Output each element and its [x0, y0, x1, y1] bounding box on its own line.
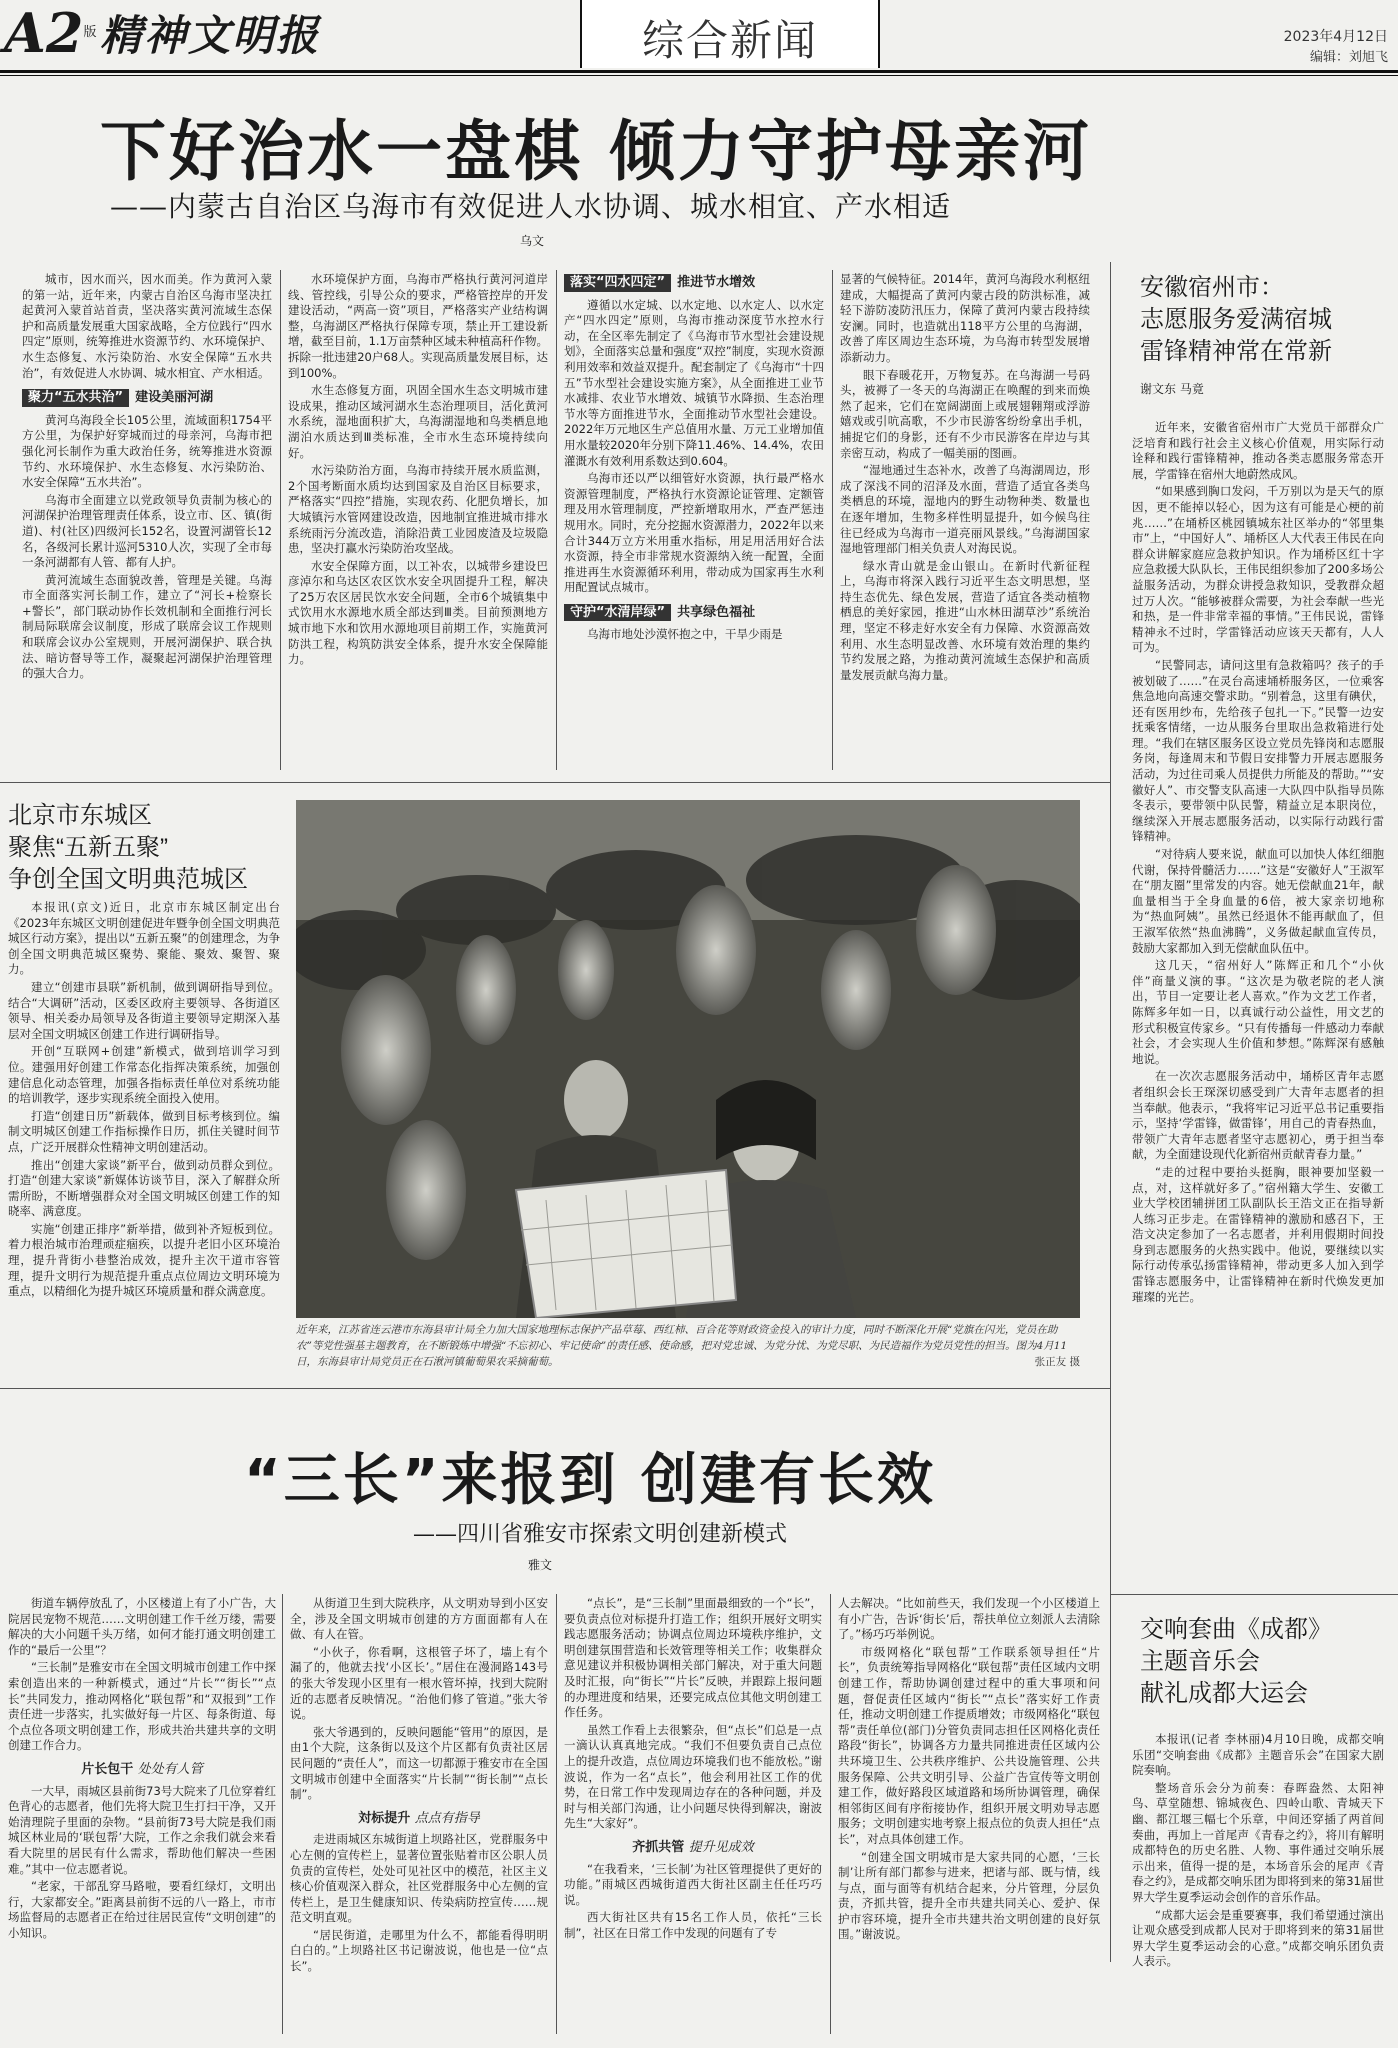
paragraph: “对待病人要来说，献血可以加快人体红细胞代谢，保持骨髓活力……”这是“安徽好人”王淑军在“朋友圈”里常发的内容。她无偿献血21年，献血量相当于全身血量的6倍，被大家亲切地称为“热血阿姨”。虽然已经退休不能再献血了，但王淑军依然“热血沸腾”，义务做起献血宣传员，鼓励大家都加入到无偿献血队伍中。 — [1132, 847, 1384, 955]
paragraph: 乌海市还以严以细管好水资源，执行最严格水资源管理制度，严格执行水资源论证管理、定额管理及用水管理制度，严控新增取用水，严查严惩违规用水。同时，充分挖掘水资源潜力，2022年以来合计344万立方米用重水指标，用足用活用好合法水资源，持全市非常规水资源纳入统一配置，全面推进再生水资源循环利用，带动成为国家再生水利用配置试点城市。 — [564, 471, 824, 595]
column-divider — [556, 270, 557, 770]
section-title: 综合新闻 — [641, 16, 818, 65]
paragraph: 西大街社区共有15名工作人员，依托“三长制”，社区在日常工作中发现的问题有了专 — [564, 1910, 822, 1940]
lead-column-2 — [288, 272, 548, 772]
grape-harvest-photo — [296, 800, 1080, 1318]
anhui-headline: 安徽宿州市： 志愿服务爱满宿城 雷锋精神常在常新 — [1140, 274, 1332, 365]
section-divider — [0, 782, 1110, 783]
paragraph: 绿水青山就是金山银山。在新时代新征程上，乌海市将深入践行习近平生态文明思想，坚持生态优先、绿色发展，营造了适宜各类动植物栖息的美好家园，推进“山水林田湖草沙”系统治理，坚定不移走好水安全有力保障、水资源高效利用、水生态明显改善、水环境有效治理的集约节约发展之路，为推动黄河流域生态保护和高质量发展贡献乌海力量。 — [840, 558, 1090, 682]
lead-column-1 — [22, 272, 272, 772]
masthead: 精神文明报 — [100, 11, 321, 60]
section-heading: 守护“水清岸绿” 共享绿色福祉 — [564, 602, 824, 624]
beijing-headline: 北京市东城区 聚焦“五新五聚” 争创全国文明典范城区 — [8, 802, 248, 893]
yaan-column-4 — [838, 1596, 1100, 2036]
anhui-body — [1132, 420, 1384, 1470]
column-divider — [280, 270, 281, 770]
yaan-column-1 — [8, 1596, 276, 2036]
paragraph: 乌海市地处沙漠怀抱之中，干旱少雨是 — [587, 627, 783, 642]
section-heading: 聚力“五水共治” 建设美丽河湖 — [22, 387, 272, 409]
paragraph: 人去解决。“比如前些天，我们发现一个小区楼道上有小广告，告诉‘街长’后，帮扶单位立刻派人去清除了。”杨巧巧举例说。 — [838, 1596, 1100, 1642]
paragraph: 眼下春暖花开，万物复苏。在乌海湖一号码头，被褥了一冬天的乌海湖正在唤醒的到来而焕然了起来，它们在宽阔湖面上或展翅翱翔或浮游嬉戏或引吭高歌，不少市民游客纷纷拿出手机，捕捉它们的身影，还有不少市民游客在岸边与其亲密互动，构成了一幅美丽的图画。 — [840, 367, 1090, 460]
paragraph: “老家，干部乱穿马路啦，要看红绿灯，文明出行，大家都安全。”距离县前街不远的八一路上，市市场监督局的志愿者正在给过往居民宣传“文明创建”的小知识。 — [8, 1879, 276, 1940]
yaan-headline: “三长”来报到 创建有长效 — [243, 1448, 937, 1513]
yaan-subtitle: ——四川省雅安市探索文明创建新模式 — [412, 1522, 787, 1547]
paragraph: 近年来，安徽省宿州市广大党员干部群众广泛培育和践行社会主义核心价值观，用实际行动诠释和践行雷锋精神，推动各类志愿服务常态开展，学雷锋在宿州大地蔚然成风。 — [1132, 420, 1384, 481]
paragraph: 建立“创建市县联”新机制，做到调研指导到位。结合“大调研”活动，区委区政府主要领导、各街道区领导、相关委办局领导及各街道主要领导定期深入基层对全国文明城区创建工作进行调研指导。 — [8, 979, 280, 1041]
paragraph: “点长”，是“三长制”里面最细致的一个“长”，要负责点位对标提升打造工作；组织开展好文明实践志愿服务活动；协调点位周边环境秩序维护，文明创建氛围营造和长效管理等相关工作；收集群众意见建议并积极协调相关部门解决，对于重大问题及时汇报，向“街长”“片长”反映，并跟踪上报问题的办理进度和结果，还要完成点位其他文明创建工作任务。 — [564, 1596, 822, 1720]
chengdu-headline: 交响套曲《成都》 主题音乐会 献礼成都大运会 — [1140, 1616, 1332, 1707]
paragraph: 开创“互联网+创建”新模式，做到培训学习到位。建强用好创建工作常态化指挥决策系统，加强创建信息化动态管理，加强各指标责任单位对系统功能的培训教学，逐步实现系统全面投入使用。 — [8, 1044, 280, 1106]
paragraph: 遵循以水定城、以水定地、以水定人、以水定产“四水四定”原则，乌海市推动深度节水控水行动，在全区率先制定了《乌海市节水型社会建设规划》，全面落实总量和强度“双控”制度，实现水资源利用效率和效益双提升。配套制定了《乌海市“十四五”节水型社会建设实施方案》，从全面推进工业节水减排、农业节水增效、城镇节水降损、生态治理节水等方面推进节水，全面推动节水型社会建设。2022年万元地区生产总值用水量、万元工业增加值用水量较2020年分别下降11.46%、14.4%，农田灌溉水有效利用系数达到0.604。 — [564, 297, 824, 468]
lead-column-4 — [840, 272, 1090, 772]
yaan-column-2 — [290, 1596, 548, 2036]
paragraph: “在我看来，‘三长制’为社区管理提供了更好的功能。”雨城区西城街道西大街社区副主任任巧巧说。 — [564, 1861, 822, 1907]
anhui-byline: 谢文东 马竟 — [1140, 382, 1204, 396]
paragraph: 水污染防治方面，乌海市持续开展水质监测，2个国考断面水质均达到国家及自治区目标要求，严格落实“四控”措施，实现农药、化肥负增长，加大城镇污水管网建设改造，因地制宜推进城市排水系统雨污分流改造，消除沿黄工业园废渣及垃圾隐患，坚决打赢水污染防治攻坚战。 — [288, 463, 548, 556]
paragraph: 黄河流域生态面貌改善，管理是关键。乌海市全面落实河长制工作，建立了“河长+检察长+警长”，部门联动协作长效机制和全面推行河长制局际联席会议制度，形成了联席会议工作规则和联席会议办公室规则，开展河湖保护、联合执法、暗访督导等工作，凝聚起河湖保护治理管理的强大合力。 — [22, 572, 272, 681]
lead-subtitle: ——内蒙古自治区乌海市有效促进人水协调、城水相宜、产水相适 — [110, 190, 952, 223]
paragraph: 整场音乐会分为前奏：春晖盎然、太阳神鸟、草堂随想、锦城夜色、四岭山歌、青城天下幽、都江堰三幅七个乐章，中间还穿插了两首间奏曲，再加上一首尾声《青春之约》，将川有解明成都特色的历史名胜、人物、事件通过交响乐展示出来，值得一提的是，本场音乐会的尾声《青春之约》，是成都交响乐团为即将到来的第31届世界大学生夏季运动会创作的音乐作品。 — [1132, 1780, 1384, 1904]
paragraph: “创建全国文明城市是大家共同的心愿，‘三长制’让所有部门都参与进来，把诸与部、既与情，线与点，面与面等有机结合起来，分片管理，分层负责，齐抓共管，提升全市共建共同关心、爱护、保护市容环境，提升全市共建共治文明创建的良好氛围。”谢波说。 — [838, 1849, 1100, 1942]
paragraph: 街道车辆停放乱了，小区楼道上有了小广告，大院居民宠物不规范……文明创建工作千丝万缕，需要解决的大小问题千头万绪，如何才能打通文明创建工作的“最后一公里”？ — [8, 1596, 276, 1657]
paragraph: 乌海市全面建立以党政领导负责制为核心的河湖保护治理管理责任体系，设立市、区、镇(街道)、村(社区)四级河长152名，设置河湖管长12名，各级河长累计巡河5310人次，实现了全市每一条河湖都有人管、都有人护。 — [22, 492, 272, 570]
section-heading: 対标提升 点点有指导 — [358, 1810, 480, 1826]
paragraph: “居民街道，走哪里为什么不，都能看得明明白白的。”上坝路社区书记谢波说，他也是一位“点长”。 — [290, 1927, 548, 1974]
section-heading: 齐抓共管 提升见成效 — [632, 1839, 754, 1855]
paragraph: 这几天，“宿州好人”陈辉正和几个“小伙伴”商量义演的事。“这次是为敬老院的老人演出，节目一定要让老人喜欢。”作为文艺工作者，陈辉多年如一日，以真诚行动公益性，用文艺的形式积极宣传家乡。“只有传播每一件感动力奉献社会，才会实现人生价值和梦想。”陈辉深有感触地说。 — [1132, 958, 1384, 1066]
paragraph: 黄河乌海段全长105公里，流域面积1754平方公里，为保护好穿城而过的母亲河，乌海市把强化河长制作为重大政治任务，统筹推进水资源节约、水环境保护、水生态修复、水污染防治、水安全保障“五水共治”。 — [22, 412, 272, 490]
yaan-byline: 雅文 — [528, 1558, 553, 1572]
lead-column-3 — [564, 272, 824, 772]
paragraph: 水环境保护方面，乌海市严格执行黄河河道岸线、管控线，引导公众的要求，严格管控岸的开发建设活动，“两高一资”项目，严格落实产业结构调整，乌海湖区严格执行保障专项，禁止开工建设新增，截至目前，1.1万亩禁种区域未种植高秆作物。拆除一批违建20户68人。实现高质量发展目标，达到100%。 — [288, 272, 548, 380]
paragraph: 从街道卫生到大院秩序，从文明劝导到小区安全，涉及全国文明城市创建的方方面面都有人在做、有人在管。 — [290, 1596, 548, 1642]
paragraph: 在一次次志愿服务活动中，埇桥区青年志愿者组织会长王琛深切感受到广大青年志愿者的担当奉献。他表示，“我将牢记习近平总书记重要指示，坚持‘学雷锋，做雷锋’，用自己的青春热血，带领广大青年志愿者坚守志愿初心，勇于担当奉献，为全面建设现代化新宿州贡献青春力量。” — [1132, 1069, 1384, 1162]
lead-byline: 乌文 — [520, 234, 545, 248]
section-divider — [0, 1388, 1110, 1389]
editor-credit: 编辑：刘旭飞 — [1309, 50, 1388, 65]
column-divider — [556, 1594, 557, 2034]
page-number: A2版 — [4, 1, 97, 65]
paragraph: 市级网格化“联包帮”工作联系领导担任“片长”，负责统筹指导网格化“联包帮”责任区域内文明创建工作，帮助协调创建过程中的重大事项和问题，督促责任区域内“街长”“点长”落实好工作责任，推动文明创建工作提质增效；市级网格化“联包帮”责任单位(部门)分管负责同志担任区网格化责任路段“街长”，协调各方力量共同推进责任区域内公共环境卫生、公共秩序维护、公共设施管理、公共服务保障、公共文明引导、公益广告宣传等文明创建工作，做好路段区域道路和场所协调管理，确保相邻街区间有序衔接协作，组织开展文明劝导志愿服务；文明创建实地考察上报点位的负责人担任“点长”，对点具体创建工作。 — [838, 1644, 1100, 1846]
news-photo — [296, 800, 1080, 1318]
paragraph: “如果感到胸口发闷，千万别以为是天气的原因，更不能掉以轻心，因为这有可能是心梗的前兆……”在埇桥区桃园镇城东社区举办的“邻里集市”上，“中国好人”、埇桥区人大代表王伟民在向群众讲解家庭应急救护知识。作为埇桥区红十字应急救援大队队长，王伟民组织参加了200多场公益服务活动，为群众讲授急救知识，受教群众超过万人次。“能够被群众需要，为社会奉献一些光和热，是一件非常幸福的事情。”王伟民说，雷锋精神永不过时，学雷锋活动应该天天都有，人人可为。 — [1132, 484, 1384, 655]
photo-credit: 张正友 摄 — [1034, 1356, 1080, 1368]
paragraph: 走进雨城区东城街道上坝路社区，党群服务中心左侧的宣传栏上，显著位置张贴着市区公职人员负责的宣传栏，处处可见社区中的模范，社区主义核心价值观深入群众，社区党群服务中心左侧的宣传栏上，是卫生健康知识、传染病防控宣传……规范文明直观。 — [290, 1832, 548, 1925]
column-divider — [830, 1594, 831, 2034]
paragraph: 城市，因水而兴，因水而美。作为黄河入蒙的第一站，近年来，内蒙古自治区乌海市坚决扛起黄河入蒙首站首责，坚决落实黄河流域生态保护和高质量发展重大国家战略，全方位践行“四水四定”原则，统筹推进水资源节约、水环境保护、水生态修复、水污染防治、水安全保障“五水共治”，有效促进人水协调、城水相宜、产水相适。 — [22, 272, 272, 380]
section-divider — [1110, 1594, 1398, 1595]
paragraph: 实施“创建正排序”新举措，做到补齐短板到位。着力根治城市治理顽症痼疾，以提升老旧小区环境治理，提升背街小巷整治成效，提升主次干道市容管理，提升文明行为规范提升重点点位周边文明环境为重点，以精细化为提升城区环境质量和群众满意度。 — [8, 1221, 280, 1299]
paragraph: “民警同志，请问这里有急救箱吗？孩子的手被划破了……”在灵台高速埇桥服务区，一位乘客焦急地向高速交警求助。“别着急，这里有碘伏，还有医用纱布，先给孩子包扎一下。”民警一边安抚乘客情绪，一边从服务台里取出急救箱进行处理。“我们在辖区服务区设立党员先锋岗和志愿服务岗，每逢周末和节假日安排警力开展志愿服务活动，为过往司乘人员提供力所能及的帮助。”“安徽好人”、市交警支队高速一大队四中队指导员陈冬表示，要带领中队民警，精益立足本职岗位，继续深入开展志愿服务活动，以实际行动践行雷锋精神。 — [1132, 657, 1384, 844]
lead-headline: 下好治水一盘棋 倾力守护母亲河 — [100, 113, 1092, 190]
paragraph: 显著的气候特征。2014年，黄河乌海段水利枢纽建成，大幅提高了黄河内蒙古段的防洪标准，减轻下游防凌防汛压力，保障了黄河内蒙古段持续安澜。同时，也造就出118平方公里的乌海湖，改善了库区周边生态环境，为乌海市转型发展增添新动力。 — [840, 272, 1090, 364]
paragraph: “走的过程中要抬头挺胸，眼神要加坚毅一点，对，这样就好多了。”宿州籍大学生、安徽工业大学校团辅拼团工队副队长王浩文正在指导新人练习正步走。在雷锋精神的激励和感召下，王浩文决定参加了一名志愿者，并利用假期时间投身到志愿服务的火热实践中。他说，要继续以实际行动传承弘扬雷锋精神，带动更多人加入到学雷锋志愿服务中，让雷锋精神在新时代焕发更加璀璨的光芒。 — [1132, 1164, 1384, 1304]
paragraph: 本报讯(记者 李林丽)4月10日晚，成都交响乐团“交响套曲《成都》主题音乐会”在国家大剧院奏响。 — [1132, 1732, 1384, 1778]
header-rule — [0, 70, 1398, 73]
paragraph: 打造“创建日历”新载体，做到目标考核到位。编制文明城区创建工作指标操作日历，抓住关键时间节点，广泛开展群众性精神文明创建活动。 — [8, 1108, 280, 1154]
right-column-rule — [1110, 262, 1111, 1962]
paragraph: “湿地通过生态补水，改善了乌海湖周边，形成了深浅不同的沼泽及水面，营造了适宜各类鸟类栖息的环境，湿地内的野生动物种类、数量也在逐年增加，生物多样性明显提升，如今候鸟往往已经成为乌海市一道亮丽风景线。”乌海湖国家湿地管理部门相关负责人对海民说。 — [840, 463, 1090, 556]
paragraph: “三长制”是雅安市在全国文明城市创建工作中探索创造出来的一种新模式，通过“片长”“街长”“点长”共同发力，推动网格化“联包帮”和“双报到”工作责任进一步落实，扎实做好每一片区、每条街道、每个点位各项文明创建工作，形成共治共建共享的文明创建工作合力。 — [8, 1660, 276, 1753]
section-heading: 落实“四水四定” 推进节水增效 — [564, 272, 824, 294]
paragraph: 本报讯(京文)近日，北京市东城区制定出台《2023年东城区文明创建促进年暨争创全国文明典范城区行动方案》，提出以“五新五聚”的创建理念，为争创全国文明典范城区聚势、聚能、聚效、聚智、聚力。 — [8, 900, 280, 977]
header-rule-thin — [0, 75, 1398, 76]
paragraph: 一大早，雨城区县前街73号大院来了几位穿着红色背心的志愿者，他们先将大院卫生打扫干净，又开始清理院子里面的杂物。“县前街73号大院是我们雨城区林业局的‘联包帮’大院，工作之余我们就会来看看大院里的居民有什么需求，帮助他们解决一些困难。”其中一位志愿者说。 — [8, 1783, 276, 1876]
photo-caption: 近年来，江苏省连云港市东海县审计局全力加大国家地理标志保护产品草莓、西红柿、百合花等财政资金投入的审计力度，同时不断深化开展“党旗在闪光，党员在助农”等党性强基主题教育，在不断锻炼中增强“不忘初心、牢记使命”的责任感、使命感，把对党忠诚、为党分忧、为党尽职、为民造福作为党员党性的担当。图为4月11日，东海县审计局党员正在石湫河镇葡萄果农采摘葡萄。 张正友 摄 — [296, 1324, 1080, 1368]
paragraph: 推出“创建大家谈”新平台，做到动员群众到位。打造“创建大家谈”新媒体访谈节目，深入了解群众所需所盼，不断增强群众对全国文明城区创建工作的知晓率、满意度。 — [8, 1157, 280, 1219]
paragraph: 水安全保障方面，以工补农，以城带乡建设巴彦淖尔和乌达区农区饮水安全巩固提升工程，解决了25万农区居民饮水安全问题，全市6个城镇集中式饮用水水源地水质全部达到Ⅲ类。目前预测地方城市地下水和饮用水源地项目前期工作，实施黄河防洪工程，构筑防洪安全体系，提升水安全保障能力。 — [288, 558, 548, 667]
column-divider — [282, 1594, 283, 2034]
column-divider — [832, 270, 833, 770]
issue-date: 2023年4月12日 — [1283, 29, 1388, 45]
paragraph: 水生态修复方面，巩固全国水生态文明城市建设成果，推动区域河湖水生态治理项目，活化黄河水系统，湿地面积扩大，乌海湖湿地和鸟类栖息地湖泊水质达到Ⅲ类标准，全市水生态环境持续向好。 — [288, 383, 548, 460]
paragraph: 虽然工作看上去很繁杂，但“点长”们总是一点一滴认认真真地完成。“我们不但要负责自己点位上的提升改造，点位周边环境我们也不能放松。”谢波说，作为一名“点长”，他会利用社区工作的优势，在日常工作中发现周边存在的各种问题，并及时与相关部门沟通，让小问题尽快得到解决，谢波先生“大家好”。 — [564, 1722, 822, 1831]
chengdu-body — [1132, 1732, 1384, 2032]
paragraph: “成都大运会是重要赛事，我们希望通过演出让观众感受到成都人民对于即将到来的第31届世界大学生夏季运动会的心意。”成都交响乐团负责人表示。 — [1132, 1907, 1384, 1969]
paragraph: 张大爷遇到的，反映问题能“管用”的原因，是由1个大院，这条街以及这个片区都有负责社区居民问题的“责任人”，而这一切都源于雅安市在全国文明城市创建中全面落实“片长制”“街长制”“点长制”。 — [290, 1724, 548, 1802]
section-heading: 片长包干 处处有人管 — [81, 1761, 203, 1777]
paragraph: “小伙子，你看啊，这根管子坏了，墙上有个漏了的，他就去找‘小区长’。”居住在漫洞路143号的张大爷发现小区里有一根水管坏掉，找到大院附近的志愿者反映情况。“治他们修了管道。”张大爷说。 — [290, 1644, 548, 1722]
beijing-body — [8, 900, 280, 1370]
yaan-column-3 — [564, 1596, 822, 2036]
